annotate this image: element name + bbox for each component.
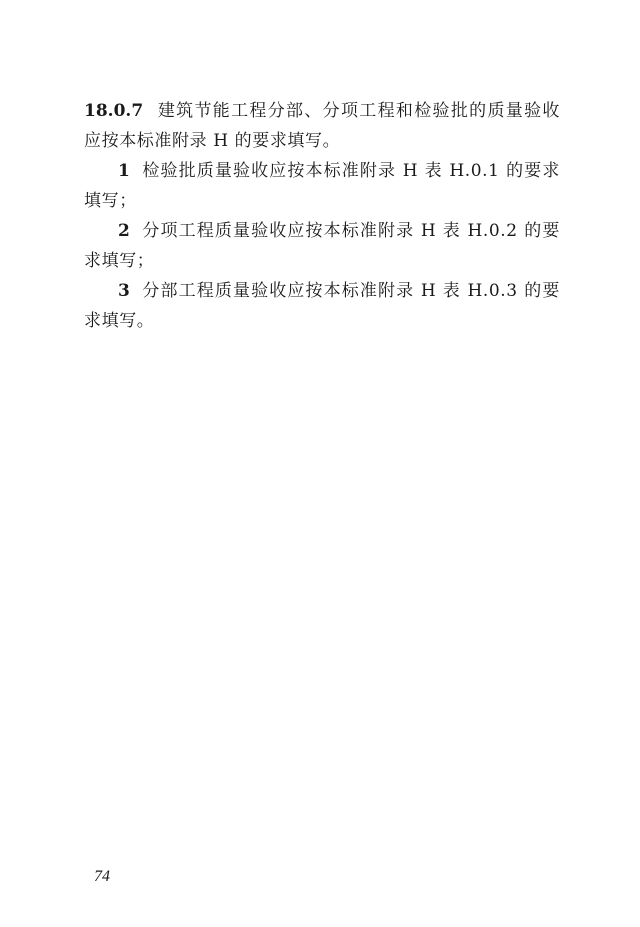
list-item-number: 1 [118, 161, 130, 181]
list-item-1 [84, 156, 560, 216]
clause-number: 18.0.7 [84, 101, 144, 121]
list-item-3 [84, 276, 560, 336]
list-item-text: 分项工程质量验收应按本标准附录 H 表 H.0.2 的要求填写； [84, 221, 560, 271]
list-item-number: 3 [118, 281, 130, 301]
clause-paragraph [84, 96, 560, 156]
clause-text: 建筑节能工程分部、分项工程和检验批的质量验收应按本标准附录 H 的要求填写。 [84, 101, 560, 151]
list-item-text: 分部工程质量验收应按本标准附录 H 表 H.0.3 的要求填写。 [84, 281, 560, 331]
list-item-2 [84, 216, 560, 276]
list-item-text: 检验批质量验收应按本标准附录 H 表 H.0.1 的要求填写； [84, 161, 560, 211]
list-item-number: 2 [118, 221, 130, 241]
page-content [84, 96, 560, 336]
page-number: 74 [94, 868, 110, 885]
